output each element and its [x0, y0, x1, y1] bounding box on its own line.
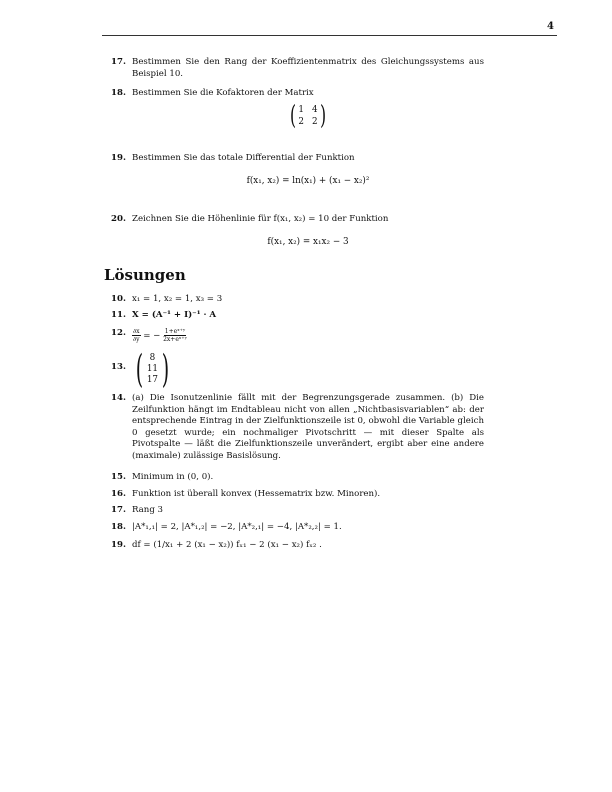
- solution-text: Funktion ist überall konvex (Hessematrix bzw. Minoren).: [132, 489, 381, 499]
- solution-17: [104, 505, 484, 517]
- solution-16: [104, 489, 484, 501]
- exercise-text: Zeichnen Sie die Höhenlinie für f(x₁, x₂) = 10 der Funktion: [132, 214, 389, 224]
- solution-text: X = (A⁻¹ + I)⁻¹ · A: [132, 310, 217, 320]
- solution-text: Minimum in (0, 0).: [132, 472, 214, 482]
- solution-18: [104, 522, 484, 534]
- solution-15: [104, 472, 484, 484]
- exercise-number: 17.: [111, 57, 126, 67]
- solution-19: [104, 540, 484, 552]
- exercise-text: Bestimmen Sie das totale Differential der Funktion: [132, 153, 355, 163]
- page-number: 4: [547, 21, 554, 32]
- matrix-display: [104, 103, 512, 129]
- vector-entry: 11: [146, 363, 159, 374]
- matrix-cell: 1: [298, 104, 304, 115]
- solution-number: 12.: [111, 328, 126, 338]
- left-paren: (: [135, 347, 144, 391]
- solution-13: [104, 347, 484, 391]
- right-paren: ): [161, 347, 170, 391]
- exercise-number: 19.: [111, 153, 126, 163]
- formula-display: f(x₁, x₂) = x₁x₂ − 3: [267, 237, 349, 247]
- exercise-text: Bestimmen Sie den Rang der Koeffizientenmatrix des Gleichungssystems aus Beispiel 10.: [132, 57, 484, 79]
- fraction: $\frac{\text{1+eˣ⁺ʸ}}{\text{2x+eˣ⁺ʸ}}$: [163, 328, 188, 343]
- solution-number: 17.: [111, 505, 126, 515]
- exercise-number: 18.: [111, 88, 126, 98]
- solutions-heading: Lösungen: [104, 266, 186, 284]
- right-paren: ): [319, 101, 326, 131]
- matrix-cell: 2: [312, 116, 318, 127]
- matrix-cell: 4: [312, 104, 318, 115]
- solution-number: 15.: [111, 472, 126, 482]
- solution-vector: [132, 347, 484, 391]
- solution-number: 11.: [111, 310, 126, 320]
- header-rule: [102, 35, 557, 36]
- solution-number: 18.: [111, 522, 126, 532]
- solution-text: |A*₁,₁| = 2, |A*₁,₂| = −2, |A*₂,₁| = −4, |A*₂,₂| = 1.: [132, 522, 342, 532]
- solution-number: 16.: [111, 489, 126, 499]
- solution-text: df = (1/x₁ + 2 (x₁ − x₂)) fₓ₁ − 2 (x₁ − x₂) fₓ₂ .: [132, 540, 322, 550]
- left-paren: (: [290, 101, 297, 131]
- vector-entry: 17: [146, 374, 159, 385]
- solution-number: 13.: [111, 362, 126, 372]
- exercise-number: 20.: [111, 214, 126, 224]
- exercise-18: [104, 88, 484, 100]
- solution-text: (a) Die Isonutzenlinie fällt mit der Begrenzungsgerade zusammen. (b) Die Zeilfunktion hängt im Endtableau nicht von allen „Nichtbasisvariablen“ ab: der entsprechende Eintrag in der Zielfunktionszeile ist 0, obwohl die Variable gleich 0 gesetzt wurde; ein nochmaliger Pivotschritt — mit dieser Spalte als Pivotspalte — läßt die Zielfunktionszeile unverändert, ergibt aber eine andere (maximale) zulässige Basislösung.: [132, 393, 484, 461]
- solution-formula: $\frac{\partial x}{\partial y}$ = − $\frac{\text{1+eˣ⁺ʸ}}{\text{2x+eˣ⁺ʸ}}$: [133, 328, 188, 343]
- solution-number: 19.: [111, 540, 126, 550]
- exercise-19: [104, 153, 484, 165]
- formula-display: f(x₁, x₂) = ln(x₁) + (x₁ − x₂)²: [246, 176, 370, 186]
- solution-text: x₁ = 1, x₂ = 1, x₃ = 3: [132, 294, 223, 304]
- vector-entry: 8: [149, 352, 156, 363]
- solution-10: [104, 294, 484, 306]
- exercise-text: Bestimmen Sie die Kofaktoren der Matrix: [132, 88, 314, 98]
- matrix-cell: 2: [298, 116, 304, 127]
- exercise-17: [104, 57, 484, 80]
- solution-14: [104, 393, 484, 463]
- solution-number: 10.: [111, 294, 126, 304]
- fraction: $\frac{\partial x}{\partial y}$: [133, 328, 140, 343]
- solution-text: Rang 3: [132, 505, 164, 515]
- solution-number: 14.: [111, 393, 126, 403]
- exercise-20: [104, 214, 484, 226]
- solution-12: [104, 328, 484, 343]
- solution-11: [104, 310, 484, 322]
